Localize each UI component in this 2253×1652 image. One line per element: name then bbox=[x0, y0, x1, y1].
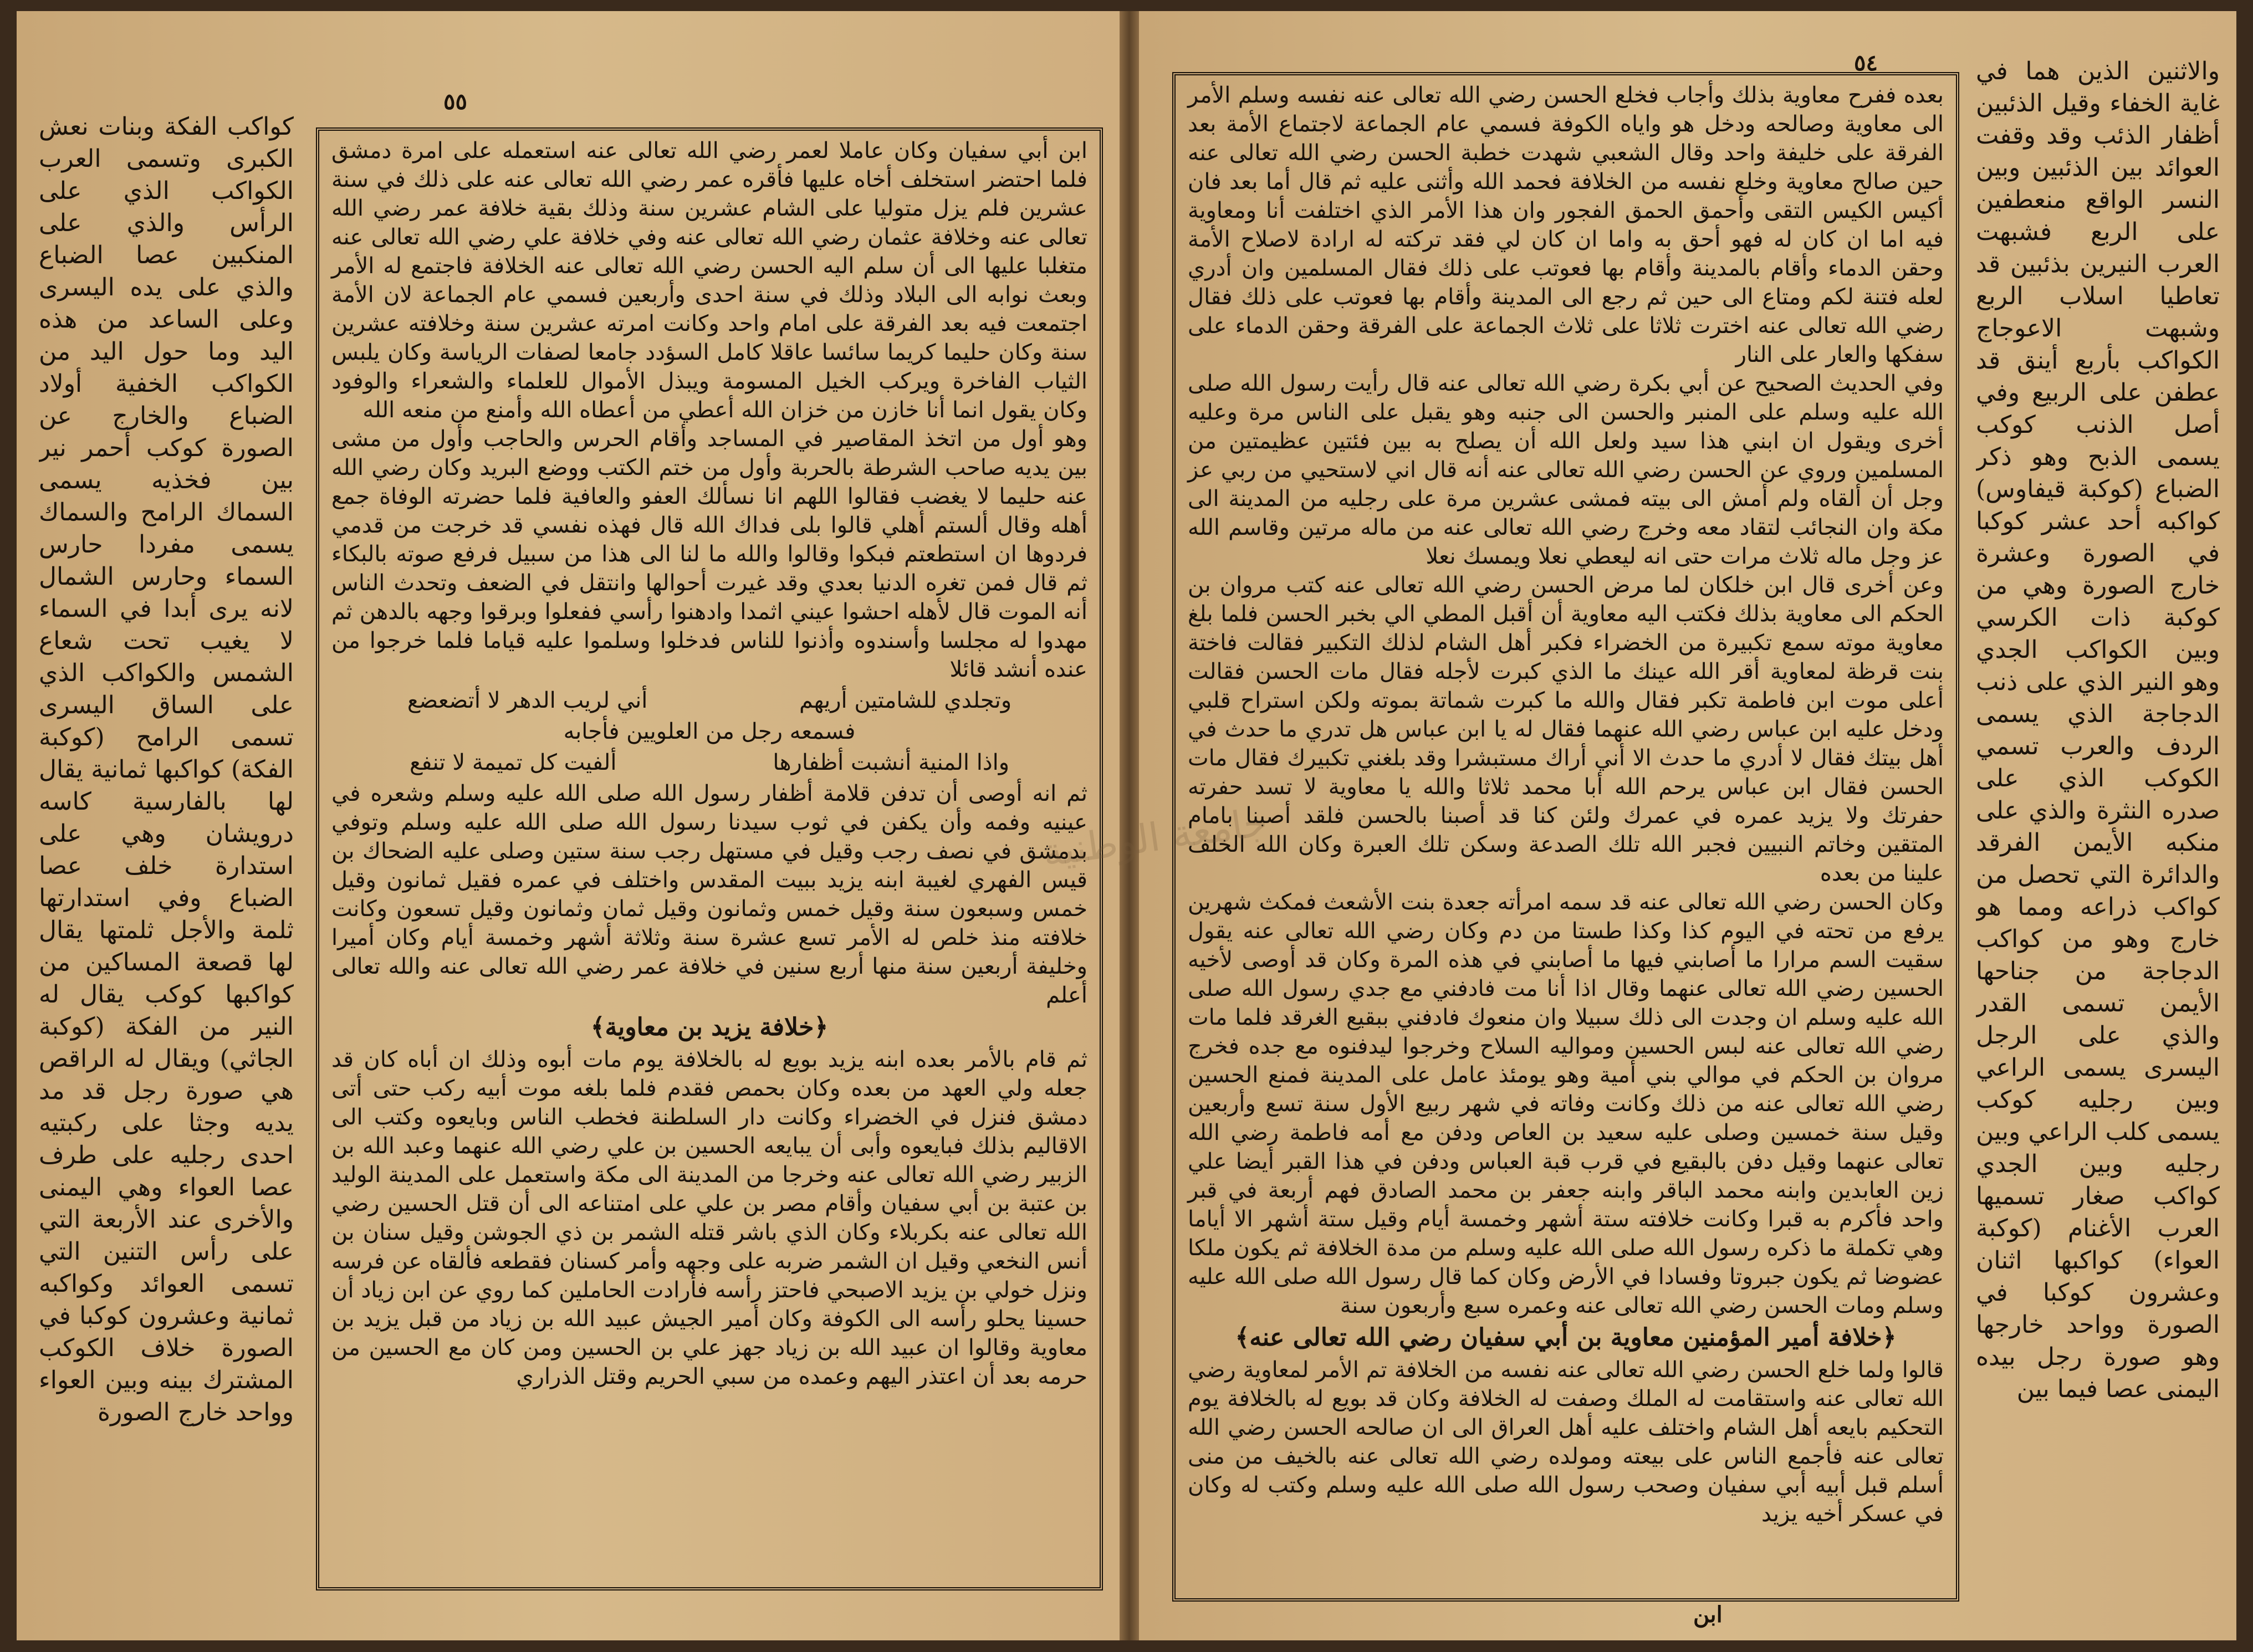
main-paragraph: بعده ففرح معاوية بذلك وأجاب فخلع الحسن رضي الله تعالى عنه نفسه وسلم الأمر الى معاوية وصالحه ودخل هو واياه الكوفة فسمي عام الجماعة لاجتماع الأمة بعد الفرقة على خليفة واحد وقال الشعبي شهدت خطبة الحسن رضي الله تعالى عنه حين صالح معاوية وخلع نفسه من الخلافة فحمد الله وأثنى عليه ثم قال أما بعد فان أكيس الكيس التقى وأحمق الحمق الفجور وان هذا الأمر الذي اختلفت أنا ومعاوية فيه اما ان كان له فهو أحق به واما ان كان لي فقد تركته له ارادة لاصلاح الأمة وحقن الدماء وأقام بالمدينة وأقام بها فعوتب على ذلك فقال المسلمين وان أدري لعله فتنة لكم ومتاع الى حين ثم رجع الى المدينة وأقام بها فعوتب على ذلك فقال رضي الله تعالى عنه اخترت ثلاثا على ثلاث الجماعة على الفرقة وحقن الدماء على سفكها والعار على النار bbox=[1188, 83, 1944, 367]
margin-text: والاثنين الذين هما في غاية الخفاء وقيل الذئبين أظفار الذئب وقد وقفت العوائد بين الذئبين وبين النسر الواقع منعطفين على الربع فشبهت العرب النيرين بذئبين قد تعاطيا اسلاب الربع وشبهت الاعوجاج الكواكب بأربع أينق قد عطفن على الربيع وفي أصل الذنب كوكب يسمى الذبح وهو ذكر الضباع (كوكبة قيفاوس) كواكبه أحد عشر كوكبا في الصورة وعشرة خارج الصورة وهي من كوكبة ذات الكرسي وبين الكواكب الجدي وهو النير الذي على ذنب الدجاجة الذي يسمى الردف والعرب تسمي الكوكب الذي على صدره النثرة والذي على منكبه الأيمن الفرقد والدائرة التي تحصل من كواكب ذراعه ومما هو خارج وهو من كواكب الدجاجة من جناحها الأيمن تسمى القدر والذي على الرجل اليسرى يسمى الراعي وبين رجليه كوكب يسمى كلب الراعي وبين رجليه وبين الجدي كواكب صغار تسميها العرب الأغنام (كوكبة العواء) كواكبها اثنان وعشرون كوكبا في الصورة وواحد خارجها وهو صورة رجل بيده اليمنى عصا فيما بين bbox=[1976, 57, 2220, 1403]
main-paragraph: ابن أبي سفيان وكان عاملا لعمر رضي الله تعالى عنه استعمله على امرة دمشق فلما احتضر استخلف أخاه عليها فأقره عمر رضي الله تعالى عنه على ذلك في سنة عشرين فلم يزل متوليا على الشام عشرين سنة وذلك بقية خلافة عمر رضي الله تعالى عنه وخلافة عثمان رضي الله تعالى عنه وفي خلافة علي رضي الله تعالى عنه متغلبا عليها الى أن سلم اليه الحسن رضي الله تعالى عنه الخلافة فاجتمع له الأمر وبعث نوابه الى البلاد وذلك في سنة احدى وأربعين فسمي عام الجماعة لان الأمة اجتمعت فيه بعد الفرقة على امام واحد وكانت امرته عشرين سنة وخلافته عشرين سنة وكان حليما كريما سائسا عاقلا كامل السؤدد جامعا لصفات الرياسة وكان يلبس الثياب الفاخرة ويركب الخيل المسومة ويبذل الأموال للعلماء والشعراء والوفود وكان يقول انما أنا خازن من خزان الله أعطي من أعطاه الله وأمنع من منعه الله bbox=[331, 138, 1087, 423]
margin-commentary bbox=[1976, 55, 2220, 1618]
main-paragraph: وعن أخرى قال ابن خلكان لما مرض الحسن رضي الله تعالى عنه كتب مروان بن الحكم الى معاوية بذلك فكتب اليه معاوية أن أقبل المطي الي بخبر الحسن فلما بلغ معاوية موته سمع تكبيرة من الخضراء فكبر أهل الشام لذلك التكبير فقالت فاختة بنت قرظة لمعاوية أقر الله عينك ما الذي كبرت لأجله فقال مات الحسن فقالت أعلى موت ابن فاطمة تكبر فقال والله ما كبرت شماتة بموته ولكن استراح قلبي ودخل عليه ابن عباس رضي الله عنهما فقال له يا ابن عباس هل تدري ما حدث في أهل بيتك فقال لا أدري ما حدث الا أني أراك مستبشرا وقد بلغني تكبيرك فقال مات الحسن فقال ابن عباس يرحم الله أبا محمد ثلاثا والله يا معاوية لا تسد حفرته حفرتك ولا يزيد عمره في عمرك ولئن كنا قد أصبنا بالحسن فلقد أصبنا بامام المتقين وخاتم النبيين فجبر الله تلك الصدعة وسكن تلك العبرة وكان الله الخلف علينا من بعده bbox=[1188, 572, 1944, 886]
library-watermark: جامعة الوطنية bbox=[1040, 799, 1270, 876]
main-paragraph: ثم قام بالأمر بعده ابنه يزيد بويع له بالخلافة يوم مات أبوه وذلك ان أباه كان قد جعله ولي العهد من بعده وكان بحمص فقدم فلما بلغه موت أبيه ركب حتى أتى دمشق فنزل في الخضراء وكانت دار السلطنة فخطب الناس وبايعوه وكتب الى الاقاليم بذلك فبايعوه وأبى أن يبايعه الحسين بن علي رضي الله عنهما وعبد الله بن الزبير رضي الله تعالى عنه وخرجا من المدينة الى مكة واستعمل على المدينة الوليد بن عتبة بن أبي سفيان وأقام مصر بن علي على امتناعه الى أن قتل الحسين رضي الله تعالى عنه بكربلاء وكان الذي باشر قتله الشمر بن ذي الجوشن وقيل سنان بن أنس النخعي وقيل ان الشمر ضربه على وجهه وأمر كسنان فقطعه فألقاه عن فرسه ونزل خولي بن يزيد الاصبحي فاحتز رأسه فأرادت الحاملين كما روي عن ابن زياد أن حسينا يحلو رأسه الى الكوفة وكان أمير الجيش عبيد الله بن زياد من قبل يزيد بن معاوية وقالوا ان عبيد الله بن زياد جهز علي بن الحسين ومن كان مع الحسين من حرمه بعد أن اعتذر اليهم وعمده من سبي الحريم وقتل الذراري bbox=[331, 1047, 1088, 1389]
catchword: ابن bbox=[1693, 1602, 1723, 1628]
verse-intro: فسمعه رجل من العلويين فأجابه bbox=[563, 719, 856, 744]
main-paragraph: وكان الحسن رضي الله تعالى عنه قد سمه امرأته جعدة بنت الأشعث فمكث شهرين يرفع من تحته في اليوم كذا وكذا طستا من دم وكان رضي الله تعالى عنه يقول سقيت السم مرارا ما أصابني فيها ما أصابني في هذه المرة وكان قد أوصى لأخيه الحسين رضي الله تعالى عنهما وقال اذا أنا مت فادفني مع جدي رسول الله صلى الله عليه وسلم ان وجدت الى ذلك سبيلا وان منعوك فادفني ببقيع الغرقد فلما مات رضي الله تعالى عنه لبس الحسين ومواليه السلاح وخرجوا ليدفنوه مع جده فخرج مروان بن الحكم في موالي بني أمية وهو يومئذ عامل على المدينة فمنع الحسين رضي الله تعالى عنه من ذلك وكانت وفاته في شهر ربيع الأول سنة تسع وأربعين وقيل سنة خمسين وصلى عليه سعيد بن العاص ودفن مع أمه فاطمة رضي الله تعالى عنهما وقيل دفن بالبقيع في قرب قبة العباس ودفن في هذا القبر أيضا علي زين العابدين وابنه محمد الباقر وابنه جعفر بن محمد الصادق فهم أربعة في قبر واحد فأكرم به قبرا وكانت خلافته ستة أشهر وخمسة أيام وقيل ستة أشهر الا أياما وهي تكملة ما ذكره رسول الله صلى الله عليه وسلم من مدة الخلافة ثم يكون ملكا عضوضا ثم يكون جبروتا وفسادا في الأرض وكان كما قال رسول الله صلى الله عليه وسلم ومات الحسن رضي الله تعالى عنه وعمره سبع وأربعون سنة bbox=[1188, 889, 1944, 1318]
verse-hemistich-first: واذا المنية أنشبت أظفارها bbox=[773, 750, 1010, 775]
left-page bbox=[17, 11, 1120, 1640]
main-text-block bbox=[1176, 75, 1956, 1534]
section-heading: ﴿خلافة يزيد بن معاوية﴾ bbox=[590, 1013, 829, 1041]
main-paragraph: قالوا ولما خلع الحسن رضي الله تعالى عنه نفسه من الخلافة تم الأمر لمعاوية رضي الله تعالى عنه واستقامت له الملك وصفت له الخلافة وكان قد بويع له بالخلافة يوم التحكيم بايعه أهل الشام واختلف عليه أهل العراق الى ان صالحه الحسن رضي الله تعالى عنه فأجمع الناس على بيعته ومولده رضي الله تعالى عنه بالخيف من منى أسلم قبل أبيه أبي سفيان وصحب رسول الله صلى الله عليه وسلم وكتب له وكان في عسكر أخيه يزيد bbox=[1188, 1357, 1944, 1527]
verse-hemistich-second: ألفيت كل تميمة لا تنفع bbox=[409, 750, 617, 775]
page-number: ٥٤ bbox=[1854, 50, 1878, 76]
section-heading: ﴿خلافة أمير المؤمنين معاوية بن أبي سفيان رضي الله تعالى عنه﴾ bbox=[1235, 1323, 1897, 1352]
verse-hemistich-first: وتجلدي للشامتين أريهم bbox=[799, 688, 1012, 713]
page-number: ٥٥ bbox=[443, 89, 467, 115]
main-paragraph: وهو أول من اتخذ المقاصير في المساجد وأقام الحرس والحاجب وأول من مشى بين يديه صاحب الشرطة بالحربة وأول من ختم الكتب ووضع البريد وكان رضي الله عنه حليما لا يغضب فقالوا اللهم انا نسألك العفو والعافية فلما حضرته الوفاة جمع أهله وقال ألستم أهلي قالوا بلى فداك الله قال فهذه نفسي قد خرجت من قدمي فردوها ان استطعتم فبكوا وقالوا والله ما لنا الى هذا من سبيل فرفع صوته بالبكاء ثم قال فمن تغره الدنيا بعدي وقد غيرت أحوالها وانتقل في الضعف وتحدث الناس أنه الموت قال لأهله احشوا عيني اثمدا وادهنوا رأسي ففعلوا وبرقوا وجهه بالدهن ثم مهدوا له مجلسا وأسندوه وأذنوا للناس فدخلوا وسلموا عليه قياما فلما خرجوا من عنده أنشد قائلا bbox=[331, 426, 1087, 682]
main-text-frame bbox=[316, 127, 1103, 1590]
main-text-block bbox=[319, 131, 1100, 1397]
margin-commentary bbox=[39, 111, 294, 1607]
poetry-verse bbox=[331, 686, 1087, 715]
main-paragraph: وفي الحديث الصحيح عن أبي بكرة رضي الله تعالى عنه قال رأيت رسول الله صلى الله عليه وسلم على المنبر والحسن الى جنبه وهو يقبل على الناس مرة وعليه أخرى ويقول ان ابني هذا سيد ولعل الله أن يصلح به بين فئتين عظيمتين من المسلمين وروي عن الحسن رضي الله تعالى عنه أنه قال اني لاستحيي من ربي عز وجل أن ألقاه ولم أمش الى بيته فمشى عشرين مرة على رجليه من المدينة الى مكة وان النجائب لتقاد معه وخرج رضي الله تعالى عنه من ماله مرتين وقاسم الله عز وجل ماله ثلاث مرات حتى انه ليعطي نعلا ويمسك نعلا bbox=[1188, 371, 1944, 569]
right-page bbox=[1139, 11, 2236, 1640]
verse-hemistich-second: أني لريب الدهر لا أتضعضع bbox=[407, 688, 648, 713]
margin-text: كواكب الفكة وبنات نعش الكبرى وتسمى العرب الكواكب الذي على الرأس والذي على المنكبين عصا الضباع والذي على يده اليسرى وعلى الساعد من هذه اليد وما حول اليد من الكواكب الخفية أولاد الضباع والخارج عن الصورة كوكب أحمر نير بين فخذيه يسمى السماك الرامح والسماك يسمى مفردا حارس السماء وحارس الشمال لانه يرى أبدا في السماء لا يغيب تحت شعاع الشمس والكواكب الذي على الساق اليسرى تسمى الرامح (كوكبة الفكة) كواكبها ثمانية يقال لها بالفارسية كاسه درويشان وهي على استدارة خلف عصا الضباع وفي استدارتها ثلمة والأجل ثلمتها يقال لها قصعة المساكين من كواكبها كوكب يقال له النير من الفكة (كوكبة الجاثي) ويقال له الراقص هي صورة رجل قد مد يديه وجثا على ركبتيه احدى رجليه على طرف عصا العواء وهي اليمنى والأخرى عند الأربعة التي على رأس التنين التي تسمى العوائد وكواكبه ثمانية وعشرون كوكبا في الصورة خلاف الكوكب المشترك بينه وبين العواء وواحد خارج الصورة bbox=[39, 112, 294, 1426]
main-text-frame bbox=[1172, 72, 1959, 1602]
poetry-verse bbox=[331, 748, 1087, 777]
main-paragraph: ثم انه أوصى أن تدفن قلامة أظفار رسول الله صلى الله عليه وسلم وشعره في عينيه وفمه وأن يكفن في ثوب سيدنا رسول الله صلى الله عليه وسلم وتوفي بدمشق في نصف رجب وقيل في مستهل رجب سنة ستين وصلى عليه الضحاك بن قيس الفهري لغيبة ابنه يزيد ببيت المقدس واختلف في عمره فقيل ثمانون وقيل خمس وسبعون سنة وقيل خمس وثمانون وقيل ثمان وثمانون وقيل تسعون وكانت خلافته منذ خلص له الأمر تسع عشرة سنة وثلاثة أشهر وخمسة أيام وكان أميرا وخليفة أربعين سنة منها أربع سنين في خلافة عمر رضي الله تعالى عنه والله تعالى أعلم bbox=[331, 781, 1087, 1008]
